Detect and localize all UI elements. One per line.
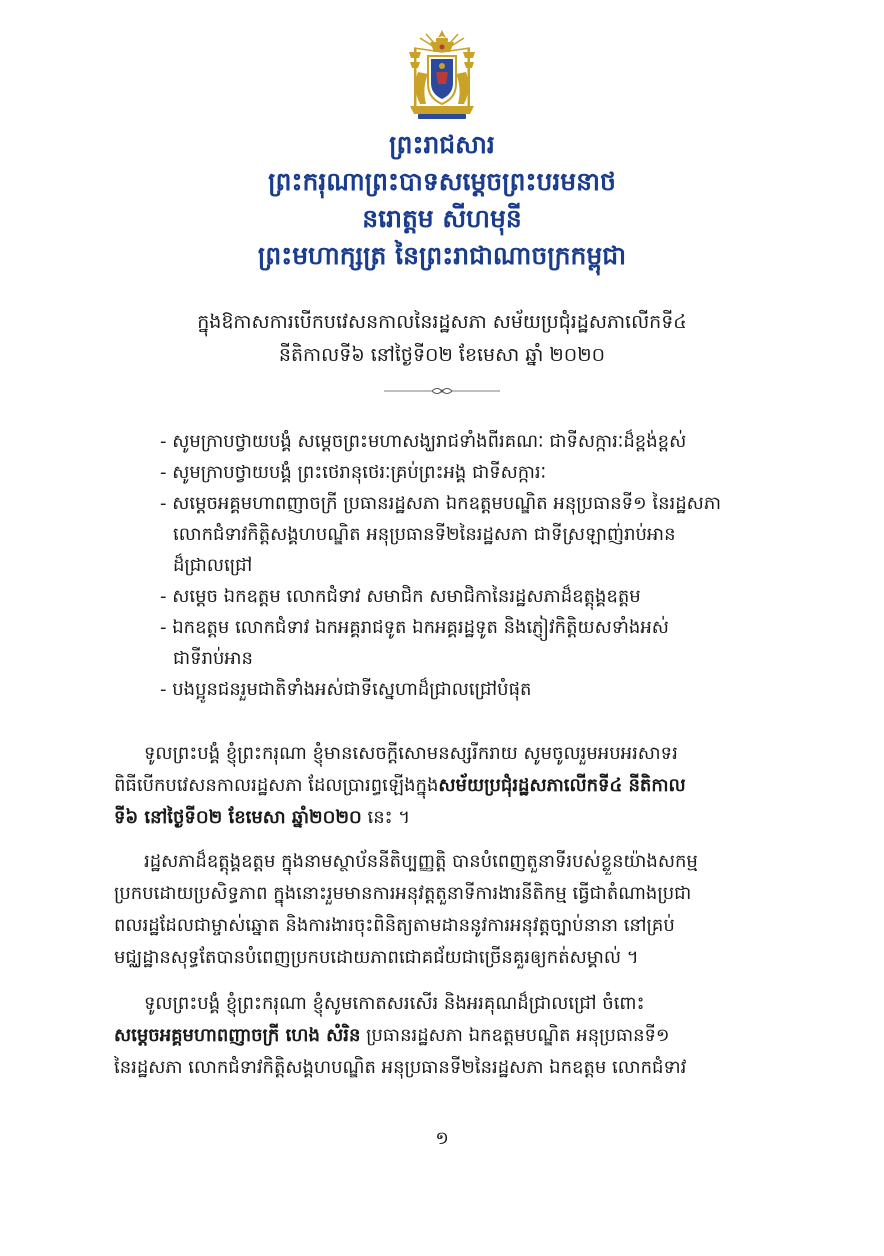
occasion-line-2: នីតិកាលទី៦ នៅថ្ងៃទី០២ ខែមេសា ឆ្នាំ ២០២០	[278, 344, 606, 366]
list-item-continuation: លោកជំទាវកិត្តិសង្គហបណ្ឌិត អនុប្រធានទី២នៃរដ្ឋសភា ជាទីស្រឡាញ់រាប់អាន	[173, 524, 676, 545]
paragraph-text: នេះ ។	[361, 807, 411, 828]
list-item: - សូមក្រាបថ្វាយបង្គំ សម្តេចព្រះមហាសង្ឃរាជទាំងពីរគណៈ ជាទីសក្ការៈដ៏ខ្ពង់ខ្ពស់	[160, 431, 687, 452]
paragraph-greeting	[114, 738, 804, 834]
page-number: ១	[435, 1128, 449, 1149]
ornamental-divider-icon	[382, 384, 502, 398]
paragraph-assembly	[114, 846, 804, 974]
occasion-line-1: ក្នុងឱកាសការបើកបវេសនកាលនៃរដ្ឋសភា សម័យប្រជុំរដ្ឋសភាលើកទី៤	[197, 311, 687, 333]
list-item: - ឯកឧត្តម លោកជំទាវ ឯកអគ្គរាជទូត ឯកអគ្គរដ្ឋទូត និងភ្ញៀវកិត្តិយសទាំងអស់	[160, 617, 669, 638]
list-item: - សម្តេច ឯកឧត្តម លោកជំទាវ សមាជិក សមាជិកានៃរដ្ឋសភាដ៏ឧត្តុង្គឧត្តម	[160, 586, 641, 607]
paragraph-line	[114, 802, 804, 834]
paragraph-line: ប្រកបដោយប្រសិទ្ធភាព ក្នុងនោះរួមមានការអនុវត្តតួនាទីការងារនីតិកម្ម ធ្វើជាតំណាងប្រជា	[114, 883, 692, 904]
paragraph-text: ពិធីបើកបវេសនកាលរដ្ឋសភា ដែលប្រារព្ធឡើងក្នុង	[114, 775, 439, 796]
paragraph-bold-text: សម្តេចអគ្គមហាពញាចក្រី ហេង សំរិន	[114, 1025, 361, 1046]
paragraph-line	[114, 1020, 804, 1052]
paragraph-line: មជ្ឈដ្ឋានសុទ្ធតែបានបំពេញប្រកបដោយភាពជោគជ័យជាច្រើនគួរឲ្យកត់សម្គាល់ ។	[114, 947, 639, 968]
paragraph-thanks	[114, 988, 804, 1084]
paragraph-line: ទូលព្រះបង្គំ ខ្ញុំព្រះករុណា ខ្ញុំសូមកោតសរសើរ និងអរគុណដ៏ជ្រាលជ្រៅ ចំពោះ	[144, 993, 645, 1014]
occasion-block	[0, 306, 884, 372]
title-king-honorific: ព្រះករុណាព្រះបាទសម្តេចព្រះបរមនាថ	[268, 167, 616, 196]
title-king-name: នរោត្តម សីហមុនី	[362, 204, 522, 233]
list-item: - សម្តេចអគ្គមហាពញាចក្រី ប្រធានរដ្ឋសភា ឯកឧត្តមបណ្ឌិត អនុប្រធានទី១ នៃរដ្ឋសភា	[160, 493, 721, 514]
paragraph-line: នៃរដ្ឋសភា លោកជំទាវកិត្តិសង្គហបណ្ឌិត អនុប្រធានទី២នៃរដ្ឋសភា ឯកឧត្តម លោកជំទាវ	[114, 1057, 687, 1078]
paragraph-line	[114, 770, 804, 802]
paragraph-bold-text: ទី៦ នៅថ្ងៃទី០២ ខែមេសា ឆ្នាំ២០២០	[114, 807, 362, 828]
paragraph-bold-text: សម័យប្រជុំរដ្ឋសភាលើកទី៤ នីតិកាល	[438, 775, 686, 796]
list-item: - បងប្អូនជនរួមជាតិទាំងអស់ជាទីស្នេហាដ៏ជ្រាលជ្រៅបំផុត	[160, 679, 532, 700]
list-item-continuation: ដ៏ជ្រាលជ្រៅ	[173, 555, 253, 576]
royal-coat-of-arms-icon	[400, 28, 484, 124]
list-item-continuation: ជាទីរាប់អាន	[173, 648, 253, 669]
paragraph-line: រដ្ឋសភាដ៏ឧត្តុង្គឧត្តម ក្នុងនាមស្ថាប័ននីតិប្បញ្ញត្តិ បានបំពេញតួនាទីរបស់ខ្លួនយ៉ាងសកម្ម	[144, 851, 698, 872]
paragraph-line: ពលរដ្ឋដែលជាម្ចាស់ឆ្នោត និងការងារចុះពិនិត្យតាមដាននូវការអនុវត្តច្បាប់នានា នៅគ្រប់	[114, 915, 675, 936]
title-royal-message: ព្រះរាជសារ	[389, 130, 495, 159]
paragraph-text: ប្រធានរដ្ឋសភា ឯកឧត្តមបណ្ឌិត អនុប្រធានទី១	[360, 1025, 670, 1046]
title-block	[0, 126, 884, 274]
paragraph-line: ទូលព្រះបង្គំ ខ្ញុំព្រះករុណា ខ្ញុំមានសេចក្តីសោមនស្សរីករាយ សូមចូលរួមអបអរសាទរ	[144, 743, 678, 764]
title-king-role: ព្រះមហាក្សត្រ នៃព្រះរាជាណាចក្រកម្ពុជា	[257, 241, 627, 270]
list-item: - សូមក្រាបថ្វាយបង្គំ ព្រះថេរានុថេរៈគ្រប់ព្រះអង្គ ជាទីសក្ការៈ	[160, 462, 547, 483]
addressee-list	[160, 426, 820, 705]
